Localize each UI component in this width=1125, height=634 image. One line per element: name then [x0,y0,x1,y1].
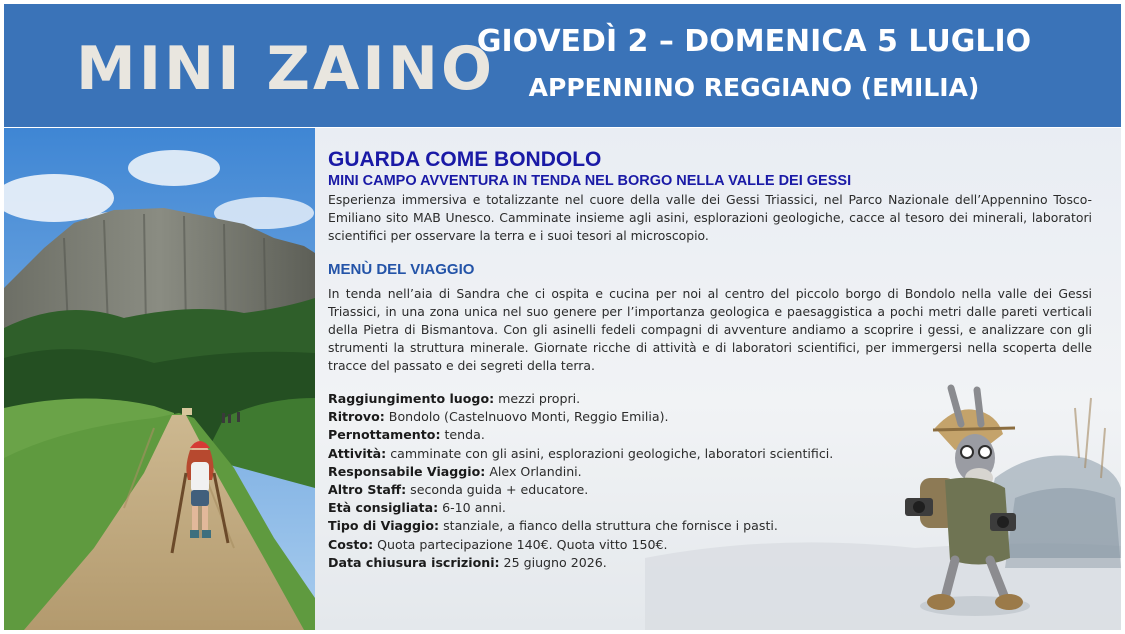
menu-description: In tenda nell’aia di Sandra che ci ospita e cucina per noi al centro del piccolo borgo di Bondolo nella valle dei Gessi Triassici, in una zona unica nel suo genere per l’importanza geologica e paesaggistica a pochi metri dalle pareti verticali della Pietra di Bismantova. Con gli asinelli fedeli compagni di avventure andiamo a scoprire i gessi, e analizzare con gli strumenti la struttura minerale. Giornate ricche di attività e di laboratori scientifici, per immergersi nella scoperta delle tracce del passato e dei segreti della terra. [328,286,1092,373]
header-banner [4,4,1121,127]
detail-label: Data chiusura iscrizioni: [328,554,500,570]
detail-row [328,408,1092,426]
detail-value: Quota partecipazione 140€. Quota vitto 150€. [373,536,668,552]
detail-label: Pernottamento: [328,427,441,443]
landscape-illustration [4,128,315,630]
trip-title: GUARDA COME BONDOLO [328,148,602,171]
detail-value: tenda. [440,427,485,443]
brand-title: MINI ZAINO [76,34,495,104]
detail-value: seconda guida + educatore. [406,482,589,498]
detail-value: 25 giugno 2026. [499,554,607,570]
detail-row [328,463,1092,481]
detail-value: stanziale, a fianco della struttura che fornisce i pasti. [439,518,778,534]
detail-label: Costo: [328,536,374,552]
trip-subtitle: MINI CAMPO AVVENTURA IN TENDA NEL BORGO NELLA VALLE DEI GESSI [328,173,852,189]
detail-row [328,536,1092,554]
detail-value: mezzi propri. [494,391,581,406]
detail-row [328,445,1092,463]
trip-description [328,148,1092,572]
detail-label: Tipo di Viaggio: [328,518,440,534]
trip-region: APPENNINO REGGIANO (EMILIA) [528,73,980,102]
detail-label: Raggiungimento luogo: [328,391,495,406]
detail-row [328,481,1092,499]
detail-value: camminate con gli asini, esplorazioni geologiche, laboratori scientifici. [386,445,834,461]
trip-details-panel [315,128,1121,630]
detail-label: Età consigliata: [328,500,439,516]
detail-value: Bondolo (Castelnuovo Monti, Reggio Emilia). [384,409,669,425]
trip-intro: Esperienza immersiva e totalizzante nel cuore della valle dei Gessi Triassici, nel Parco Nazionale dell’Appennino Tosco-Emiliano sito MAB Unesco. Camminate insieme agli asini, esplorazioni geologiche, cacce al tesoro dei minerali, laboratori scientifici per osservare la terra e i suoi tesori al microscopio. [328,192,1092,243]
trip-dates: GIOVEDÌ 2 – DOMENICA 5 LUGLIO [476,24,1032,59]
detail-row [328,390,1092,408]
detail-row [328,426,1092,444]
detail-row [328,554,1092,572]
detail-value: Alex Orlandini. [485,463,582,479]
detail-row [328,499,1092,517]
mountain-trail-photo [4,128,315,630]
detail-value: 6-10 anni. [438,500,506,516]
detail-label: Ritrovo: [328,409,385,425]
detail-label: Responsabile Viaggio: [328,463,486,479]
menu-heading: MENÙ DEL VIAGGIO [328,261,475,278]
detail-label: Attività: [328,445,387,461]
detail-label: Altro Staff: [328,482,407,498]
details-list [328,390,1092,572]
detail-row [328,517,1092,535]
